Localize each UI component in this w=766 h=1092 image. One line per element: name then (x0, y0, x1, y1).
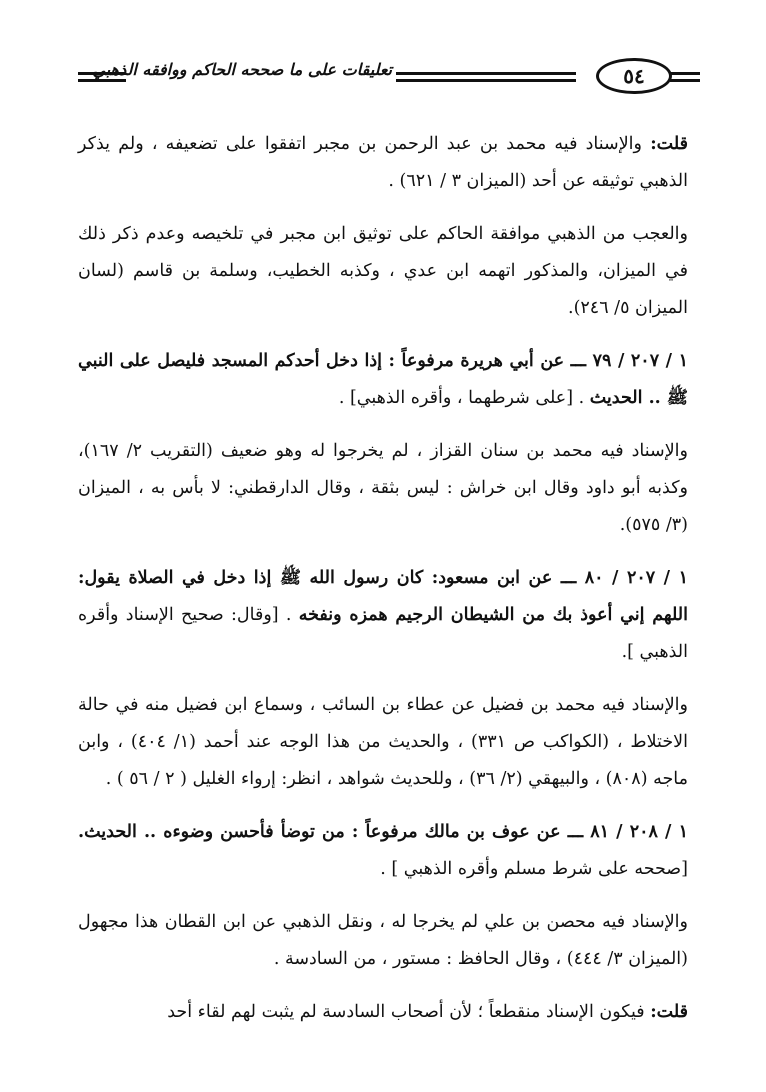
body-text (78, 126, 688, 1047)
paragraph-text: والإسناد فيه محمد بن سنان القزاز ، لم يخرجوا له وهو ضعيف (التقريب ٢/ ١٦٧)، وكذبه أبو داود وقال ابن خراش : ليس بثقة ، وقال الدارقطني: لا بأس به ، الميزان (٣/ ٥٧٥). (78, 441, 688, 535)
paragraph-6 (78, 687, 688, 798)
hadith-heading: ١ / ٢٠٧ / ٧٩ ـــ عن أبي هريرة مرفوعاً : إذا دخل أحدكم المسجد فليصل على النبي ﷺ .. الحديث (78, 351, 688, 408)
paragraph-text: فيكون الإسناد منقطعاً ؛ لأن أصحاب السادسة لم يثبت لهم لقاء أحد (167, 1002, 651, 1022)
header-rule-middle (396, 72, 576, 82)
paragraph-lead: قلت: (650, 1002, 688, 1022)
hadith-heading: ١ / ٢٠٨ / ٨١ ـــ عن عوف بن مالك مرفوعاً : من توضأ فأحسن وضوءه .. الحديث. (78, 822, 688, 842)
hadith-grading: . [وقال: صحيح الإسناد وأقره الذهبي ]. (78, 605, 688, 662)
hadith-grading: [صححه على شرط مسلم وأقره الذهبي ] . (380, 859, 688, 879)
paragraph-9 (78, 994, 688, 1031)
paragraph-text: والإسناد فيه محمد بن فضيل عن عطاء بن السائب ، وسماع ابن فضيل منه في حالة الاختلاط ، (الكواكب ص ٣٣١) ، والحديث من هذا الوجه عند أحمد (١/ ٤٠٤) ، وابن ماجه (٨٠٨) ، والبيهقي (٢/ ٣٦) ، وللحديث شواهد ، انظر: إرواء الغليل ( ٢ / ٥٦ ) . (78, 695, 688, 789)
hadith-heading: ١ / ٢٠٧ / ٨٠ ـــ عن ابن مسعود: كان رسول الله ﷺ إذا دخل في الصلاة يقول: اللهم إني أعوذ بك من الشيطان الرجيم همزه ونفخه (78, 568, 688, 625)
hadith-grading: . [على شرطهما ، وأقره الذهبي] . (338, 388, 590, 408)
paragraph-lead: قلت: (650, 134, 688, 154)
header-title: تعليقات على ما صححه الحاكم ووافقه الذهبي (92, 60, 392, 79)
paragraph-text: والعجب من الذهبي موافقة الحاكم على توثيق ابن مجبر في تلخيصه وعدم ذكر ذلك في الميزان، والمذكور اتهمه ابن عدي ، وكذبه الخطيب، وسلمة بن قاسم (لسان الميزان ٥/ ٢٤٦). (78, 224, 688, 318)
hadith-79 (78, 343, 688, 417)
paragraph-8 (78, 904, 688, 978)
hadith-81 (78, 814, 688, 888)
paragraph-text: والإسناد فيه محصن بن علي لم يخرجا له ، ونقل الذهبي عن ابن القطان هذا مجهول (الميزان ٣/ ٤٤٤) ، وقال الحافظ : مستور ، من السادسة . (78, 912, 688, 969)
header-rule-right (670, 72, 700, 82)
hadith-80 (78, 560, 688, 671)
page-number: ٥٤ (596, 58, 672, 94)
paragraph-text: والإسناد فيه محمد بن عبد الرحمن بن مجبر اتفقوا على تضعيفه ، ولم يذكر الذهبي توثيقه عن أحد (الميزان ٣ / ٦٢١) . (78, 134, 688, 191)
paragraph-4 (78, 433, 688, 544)
running-header (78, 50, 700, 102)
paragraph-1 (78, 126, 688, 200)
paragraph-2 (78, 216, 688, 327)
